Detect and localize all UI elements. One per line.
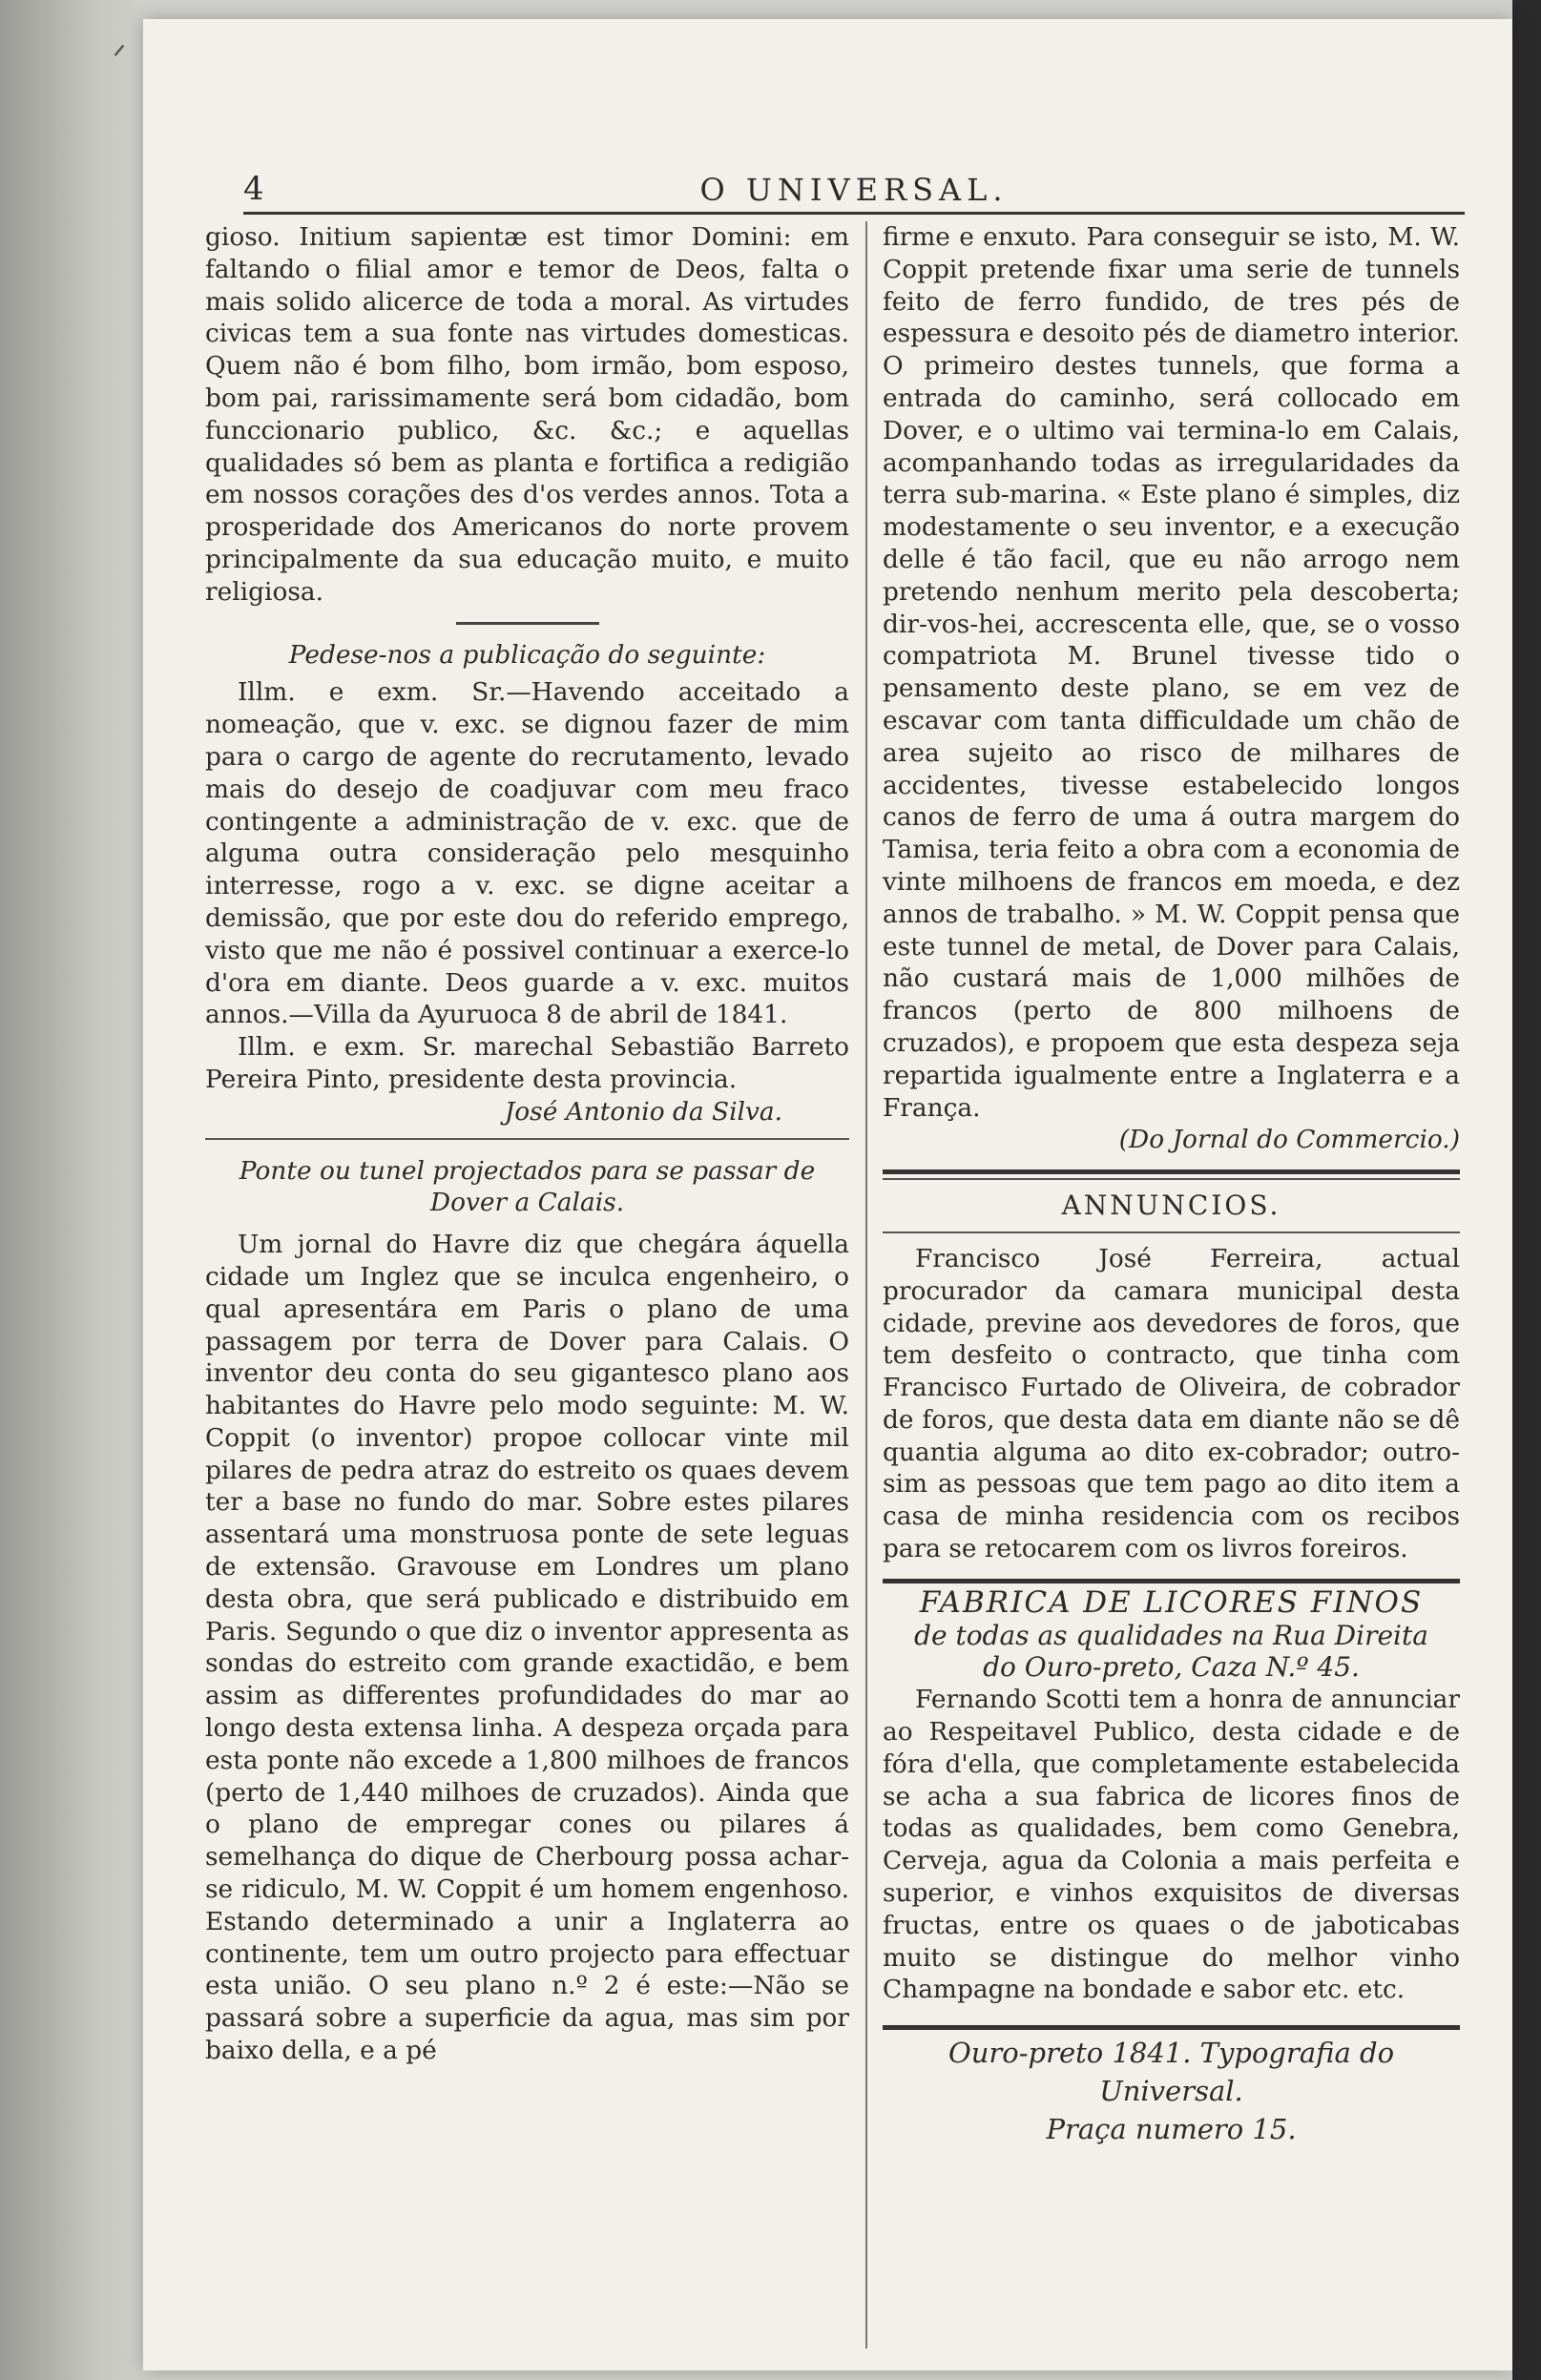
article-continuation: firme e enxuto. Para conseguir se isto, M. W. Coppit pretende fixar uma serie de tunnels feito de ferro fundido, de tres pés de espessura e desoito pés de diametro interior. O primeiro destes tunnels, que forma a entrada do caminho, será collocado em Dover, e o ultimo vai termina-lo em Calais, acompanhando todas as irregularidades da terra sub-marina. « Este plano é simples, diz modestamente o seu inventor, e a execução delle é tão facil, que eu não arrogo nem pretendo nenhum merito pela descoberta; dir-vos-hei, accrescenta elle, que, se o vosso compatriota M. Brunel tivesse tido o pensamento deste plano, se em vez de escavar com tanta difficuldade um chão de area sujeito ao risco de milhares de accidentes, tivesse estabelecido longos canos de ferro de uma á outra margem do Tamisa, teria feito a obra com a economia de vinte milhoens de francos em moeda, e dez annos de trabalho. » M. W. Coppit pensa que este tunnel de metal, de Dover para Calais, não custará mais de 1,000 milhões de francos (perto de 800 milhoens de cruzados), e propoem que esta despeza seja repartida igualmente entre a Inglaterra e a França. [883, 222, 1460, 1123]
letter-signature: José Antonio da Silva. [504, 1096, 782, 1127]
factory-title: FABRICA DE LICORES FINOS [919, 1584, 1424, 1620]
religion-paragraph: gioso. Initium sapientæ est timor Domini: em faltando o filial amor e temor de Deos, falta o mais solido alicerce de toda a moral. As virtudes civicas tem a sua fonte nas virtudes domesticas. Quem não é bom filho, bom irmão, bom esposo, bom pai, rarissimamente será bom cidadão, bom funccionario publico, &c. &c.; e aquellas qualidades só bem as planta e fortifica a redigião em nossos corações des d'os verdes annos. Tota a prosperidade dos Americanos do norte provem principalmente da sua educação muito, e muito religiosa. [205, 222, 849, 607]
page-number: 4 [243, 170, 264, 208]
announcements-heading: ANNUNCIOS. [1061, 1190, 1281, 1222]
procurador-notice: Francisco José Ferreira, actual procurador da camara municipal desta cidade, previne aos devedores de foros, que tem desfeito o contracto, que tinha com Francisco Furtado de Oliveira, de cobrador de foros, que desta data em diante não se dê quantia alguma ao dito ex-cobrador; outro-sim as pessoas que tem pago ao dito item a casa de minha residencia com os recibos para se retocarem com os livros foreiros. [883, 1243, 1460, 1564]
letter-address: Illm. e exm. Sr. marechal Sebastião Barreto Pereira Pinto, presidente desta provincia. [205, 1032, 849, 1094]
imprint-line-1: Ouro-preto 1841. Typografia do Universal. [948, 2037, 1395, 2108]
factory-subtitle-2: do Ouro-preto, Caza N.º 45. [983, 1651, 1360, 1684]
ornament-divider [205, 609, 849, 639]
request-heading: Pedese-nos a publicação do seguinte: [288, 639, 766, 670]
imprint-line-2: Praça numero 15. [1046, 2113, 1297, 2146]
column-divider [865, 221, 867, 2349]
article-title: Ponte ou tunel projectados para se passar de Dover a Calais. [239, 1155, 816, 1218]
thin-rule [883, 1178, 1460, 1180]
scan-right-edge [1512, 0, 1541, 2380]
newspaper-title: O UNIVERSAL. [699, 172, 1009, 208]
thick-rule [883, 1169, 1460, 1174]
scan-mark: ᐟ [113, 38, 127, 76]
page-header [243, 170, 1465, 208]
header-rule [243, 212, 1465, 215]
article-body: Um jornal do Havre diz que chegára áquella cidade um Inglez que se inculca engenheiro, o qual apresentára em Paris o plano de uma passagem por terra de Dover para Calais. O inventor deu conta do seu gigantesco plano aos habitantes do Havre pelo modo seguinte: M. W. Coppit (o inventor) propoe collocar vinte mil pilares de pedra atraz do estreito os quaes devem ter a base no fundo do mar. Sobre estes pilares assentará uma monstruosa ponte de sete leguas de extensão. Gravouse em Londres um plano desta obra, que será publicado e distribuido em Paris. Segundo o que diz o inventor appresenta as sondas do estreito com grande exactidão, e bem assim as differentes profundidades do mar ao longo desta extensa linha. A despeza orçada para esta ponte não excede a 1,800 milhoes de francos (perto de 1,440 milhoes de cruzados). Ainda que o plano de empregar cones ou pilares á semelhança do dique de Cherbourg possa achar-se ridiculo, M. W. Coppit é um homem engenhoso. Estando determinado a unir a Inglaterra ao continente, tem um outro projecto para effectuar esta união. O seu plano n.º 2 é este:—Não se passará sobre a superficie da agua, mas sim por baixo della, e a pé [205, 1230, 849, 2066]
imprint-rule [883, 2025, 1460, 2030]
right-column [883, 221, 1460, 2148]
announcements-rule [883, 1231, 1460, 1233]
factory-subtitle-1: de todas as qualidades na Rua Direita [914, 1619, 1428, 1651]
section-rule [205, 1138, 849, 1140]
scan-left-margin [0, 0, 143, 2380]
factory-rule [883, 1579, 1460, 1583]
letter-body: Illm. e exm. Sr.—Havendo acceitado a nomeação, que v. exc. se dignou fazer de mim para o cargo de agente do recrutamento, levado mais do desejo de coadjuvar com meu fraco contingente a administração de v. exc. que de alguma outra consideração pelo mesquinho interresse, rogo a v. exc. se digne aceitar a demissão, que por este dou do referido emprego, visto que me não é possivel continuar a exerce-lo d'ora em diante. Deos guarde a v. exc. muitos annos.—Villa da Ayuruoca 8 de abril de 1841. [205, 677, 849, 1030]
article-source: (Do Jornal do Commercio.) [1118, 1125, 1460, 1155]
left-column [205, 221, 849, 2067]
factory-body: Fernando Scotti tem a honra de annunciar ao Respeitavel Publico, desta cidade e de fóra d'ella, que completamente estabelecida se acha a sua fabrica de licores finos de todas as qualidades, bem como Genebra, Cerveja, agua da Colonia a mais perfeita e superior, e vinhos exquisitos de diversas fructas, entre os quaes o de jaboticabas muito se distingue do melhor vinho Champagne na bondade e sabor etc. etc. [883, 1685, 1460, 2005]
